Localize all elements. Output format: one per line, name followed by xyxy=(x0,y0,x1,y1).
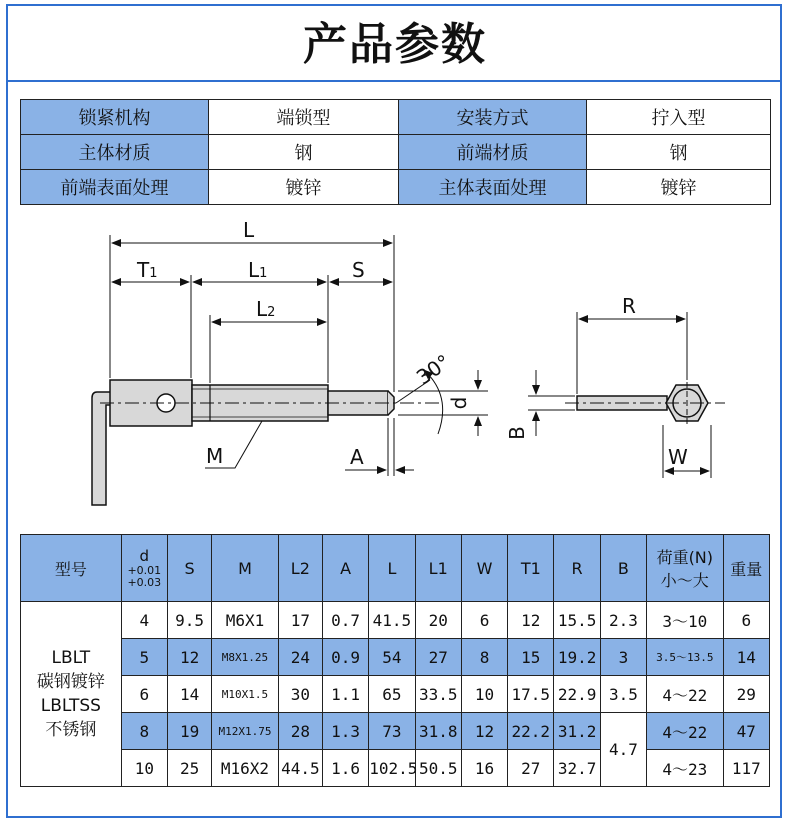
cell-L: 73 xyxy=(369,713,415,750)
cell-B: 2.3 xyxy=(600,602,646,639)
spec-key: 安装方式 xyxy=(399,100,587,135)
cell-L1: 31.8 xyxy=(415,713,461,750)
cell-L1: 20 xyxy=(415,602,461,639)
model-cell: LBLT 碳钢镀锌 LBLTSS 不锈钢 xyxy=(21,602,122,787)
spec-key: 主体表面处理 xyxy=(399,170,587,205)
dim-W: W xyxy=(668,445,688,469)
dim-R: R xyxy=(622,294,636,318)
cell-L2: 44.5 xyxy=(278,750,322,787)
cell-W: 16 xyxy=(461,750,507,787)
header-T1: T1 xyxy=(508,535,554,602)
dim-angle: 30° xyxy=(411,349,455,390)
cell-R: 31.2 xyxy=(554,713,600,750)
cell-T1: 22.2 xyxy=(508,713,554,750)
dim-L1: L1 xyxy=(248,258,268,282)
spec-key: 前端表面处理 xyxy=(21,170,209,205)
title-divider xyxy=(6,80,782,82)
spec-value: 端锁型 xyxy=(209,100,399,135)
cell-T1: 17.5 xyxy=(508,676,554,713)
cell-S: 14 xyxy=(167,676,211,713)
table-header-row xyxy=(21,535,770,602)
header-d: d +0.01 +0.03 xyxy=(121,535,167,602)
cell-M: M16X2 xyxy=(212,750,278,787)
cell-load: 4～22 xyxy=(647,713,724,750)
cell-load: 4～22 xyxy=(647,676,724,713)
table-row xyxy=(21,676,770,713)
cell-A: 1.1 xyxy=(322,676,368,713)
cell-weight: 47 xyxy=(723,713,769,750)
cell-A: 0.7 xyxy=(322,602,368,639)
header-R: R xyxy=(554,535,600,602)
dimension-labels xyxy=(136,218,471,469)
cell-L: 54 xyxy=(369,639,415,676)
cell-weight: 117 xyxy=(723,750,769,787)
spec-row xyxy=(21,100,771,135)
cell-W: 6 xyxy=(461,602,507,639)
cell-d: 8 xyxy=(121,713,167,750)
cell-M: M8X1.25 xyxy=(212,639,278,676)
plunger-end-view xyxy=(565,382,725,424)
cell-T1: 15 xyxy=(508,639,554,676)
spec-row xyxy=(21,170,771,205)
cell-R: 22.9 xyxy=(554,676,600,713)
spec-key: 锁紧机构 xyxy=(21,100,209,135)
table-row xyxy=(21,750,770,787)
cell-d: 6 xyxy=(121,676,167,713)
cell-load: 3～10 xyxy=(647,602,724,639)
page-title: 产品参数 xyxy=(303,19,487,70)
cell-L: 65 xyxy=(369,676,415,713)
cell-L2: 24 xyxy=(278,639,322,676)
header-W: W xyxy=(461,535,507,602)
cell-W: 10 xyxy=(461,676,507,713)
cell-L: 41.5 xyxy=(369,602,415,639)
cell-d: 10 xyxy=(121,750,167,787)
cell-L1: 33.5 xyxy=(415,676,461,713)
header-L2: L2 xyxy=(278,535,322,602)
cell-L2: 17 xyxy=(278,602,322,639)
dim-T1: T1 xyxy=(137,258,158,282)
cell-L1: 50.5 xyxy=(415,750,461,787)
dim-A: A xyxy=(350,445,364,469)
cell-weight: 6 xyxy=(723,602,769,639)
cell-B: 3 xyxy=(600,639,646,676)
cell-load: 4～23 xyxy=(647,750,724,787)
header-weight: 重量 xyxy=(723,535,769,602)
header-load: 荷重(N) 小～大 xyxy=(647,535,724,602)
table-row xyxy=(21,602,770,639)
cell-A: 1.3 xyxy=(322,713,368,750)
cell-M: M6X1 xyxy=(212,602,278,639)
cell-L1: 27 xyxy=(415,639,461,676)
dim-S: S xyxy=(352,258,365,282)
dim-L: L xyxy=(243,218,255,242)
cell-d: 5 xyxy=(121,639,167,676)
cell-M: M10X1.5 xyxy=(212,676,278,713)
header-model: 型号 xyxy=(21,535,122,602)
cell-W: 8 xyxy=(461,639,507,676)
header-L1: L1 xyxy=(415,535,461,602)
table-row xyxy=(21,639,770,676)
cell-M: M12X1.75 xyxy=(212,713,278,750)
cell-load: 3.5～13.5 xyxy=(647,639,724,676)
end-view-labels xyxy=(505,294,688,469)
dim-d: d xyxy=(447,396,471,410)
spec-value: 钢 xyxy=(209,135,399,170)
cell-R: 32.7 xyxy=(554,750,600,787)
header-M: M xyxy=(212,535,278,602)
cell-A: 1.6 xyxy=(322,750,368,787)
cell-S: 12 xyxy=(167,639,211,676)
spec-value: 镀锌 xyxy=(209,170,399,205)
dim-M: M xyxy=(206,444,224,468)
cell-T1: 27 xyxy=(508,750,554,787)
spec-value: 镀锌 xyxy=(587,170,771,205)
cell-A: 0.9 xyxy=(322,639,368,676)
spec-value: 拧入型 xyxy=(587,100,771,135)
spec-row xyxy=(21,135,771,170)
header-A: A xyxy=(322,535,368,602)
model-table xyxy=(20,534,770,787)
cell-S: 9.5 xyxy=(167,602,211,639)
spec-table xyxy=(20,99,771,205)
header-S: S xyxy=(167,535,211,602)
cell-L2: 30 xyxy=(278,676,322,713)
technical-drawing xyxy=(0,210,790,530)
cell-L2: 28 xyxy=(278,713,322,750)
header-B: B xyxy=(600,535,646,602)
cell-weight: 14 xyxy=(723,639,769,676)
cell-S: 19 xyxy=(167,713,211,750)
cell-B-merged: 4.7 xyxy=(600,713,646,787)
cell-T1: 12 xyxy=(508,602,554,639)
cell-B: 3.5 xyxy=(600,676,646,713)
table-row xyxy=(21,713,770,750)
cell-S: 25 xyxy=(167,750,211,787)
spec-key: 主体材质 xyxy=(21,135,209,170)
cell-d: 4 xyxy=(121,602,167,639)
cell-L: 102.5 xyxy=(369,750,415,787)
dim-B: B xyxy=(505,426,529,440)
cell-R: 19.2 xyxy=(554,639,600,676)
cell-weight: 29 xyxy=(723,676,769,713)
spec-value: 钢 xyxy=(587,135,771,170)
cell-W: 12 xyxy=(461,713,507,750)
cell-R: 15.5 xyxy=(554,602,600,639)
dim-L2: L2 xyxy=(256,297,276,321)
spec-key: 前端材质 xyxy=(399,135,587,170)
header-L: L xyxy=(369,535,415,602)
